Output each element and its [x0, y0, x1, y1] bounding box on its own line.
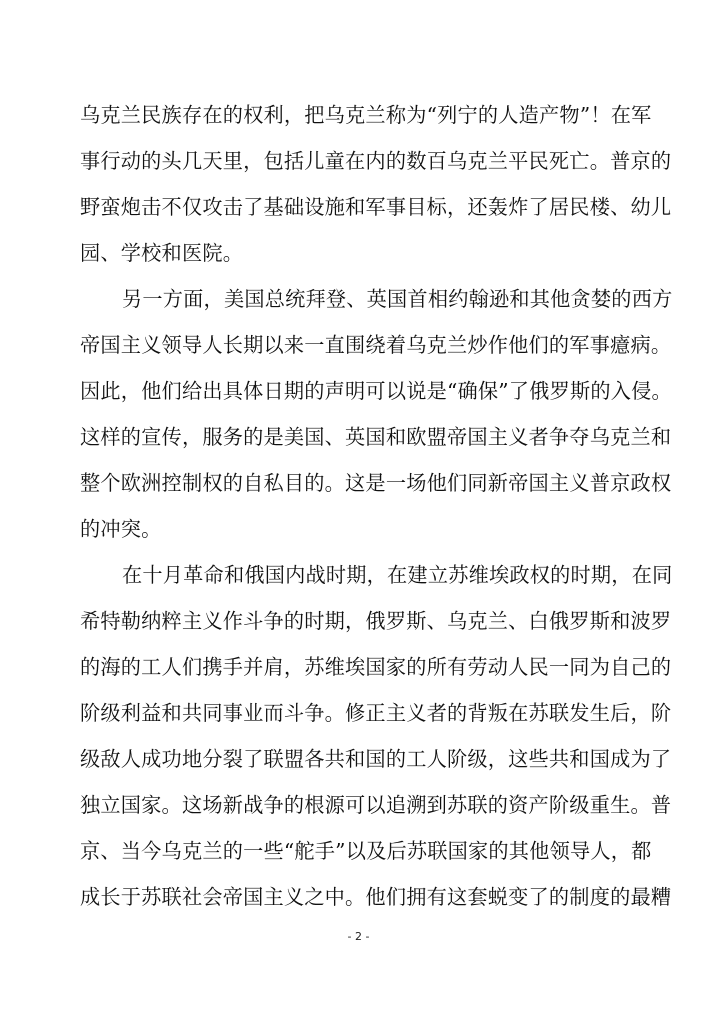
text-line: 乌克兰民族存在的权利，把乌克兰称为“列宁的人造产物”！在军: [80, 103, 652, 127]
text-line: 在十月革命和俄国内战时期，在建立苏维埃政权的时期，在同: [122, 563, 673, 587]
text-line: 这样的宣传，服务的是美国、英国和欧盟帝国主义者争夺乌克兰和: [80, 425, 672, 449]
text-line: 事行动的头几天里，包括儿童在内的数百乌克兰平民死亡。普京的: [80, 149, 672, 173]
text-line: 成长于苏联社会帝国主义之中。他们拥有这套蜕变了的制度的最糟: [80, 885, 672, 909]
text-line: 独立国家。这场新战争的根源可以追溯到苏联的资产阶级重生。普: [80, 793, 672, 817]
text-line: 阶级利益和共同事业而斗争。修正主义者的背叛在苏联发生后，阶: [80, 701, 672, 725]
text-line: 京、当今乌克兰的一些“舵手”以及后苏联国家的其他领导人，都: [80, 839, 652, 863]
text-line: 帝国主义领导人长期以来一直围绕着乌克兰炒作他们的军事癔病。: [80, 333, 672, 357]
text-line: 园、学校和医院。: [80, 241, 244, 265]
text-line: 级敌人成功地分裂了联盟各共和国的工人阶级，这些共和国成为了: [80, 747, 672, 771]
text-line: 的冲突。: [80, 517, 162, 541]
text-line: 的海的工人们携手并肩，苏维埃国家的所有劳动人民一同为自己的: [80, 655, 672, 679]
text-line: 希特勒纳粹主义作斗争的时期，俄罗斯、乌克兰、白俄罗斯和波罗: [80, 609, 672, 633]
text-line: 另一方面，美国总统拜登、英国首相约翰逊和其他贪婪的西方: [122, 287, 673, 311]
text-line: 野蛮炮击不仅攻击了基础设施和军事目标，还轰炸了居民楼、幼儿: [80, 195, 672, 219]
text-line: 因此，他们给出具体日期的声明可以说是“确保”了俄罗斯的入侵。: [80, 379, 672, 403]
page-number: - 2 -: [347, 930, 370, 943]
text-line: 整个欧洲控制权的自私目的。这是一场他们同新帝国主义普京政权: [80, 471, 672, 495]
